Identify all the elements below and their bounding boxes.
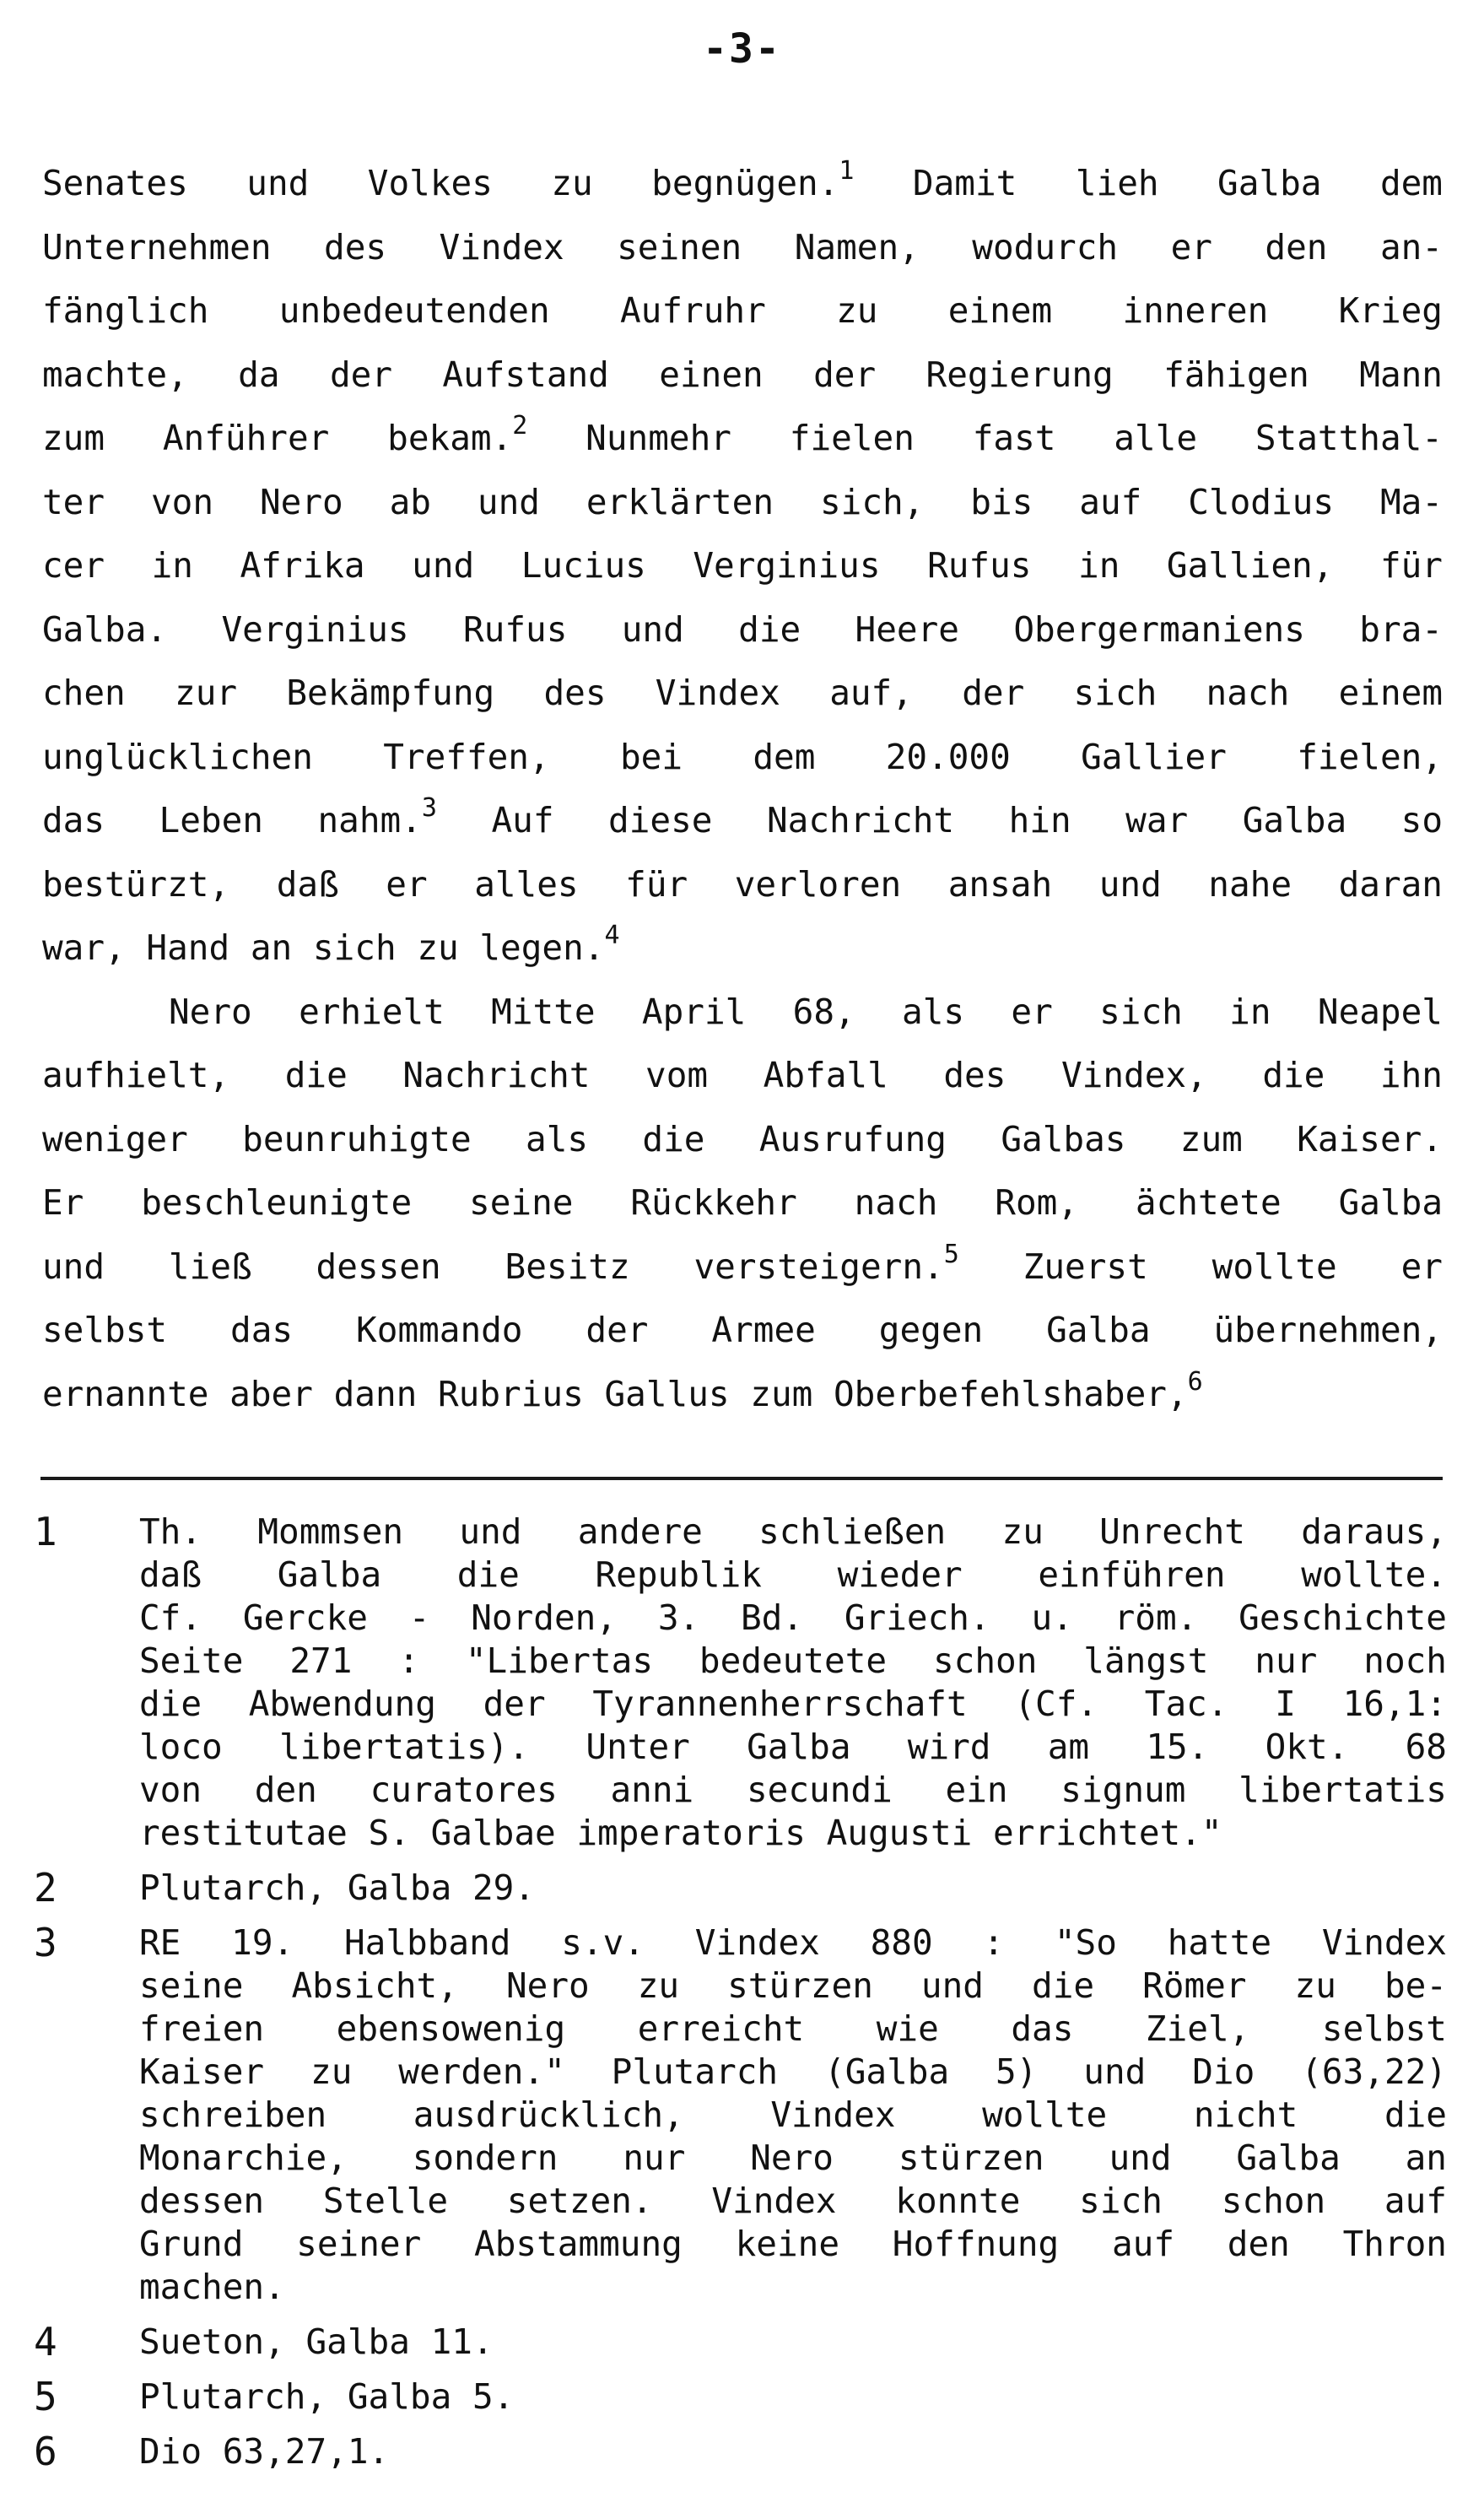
footnote xyxy=(34,1921,1447,2309)
footnote-line: Grund seiner Abstammung keine Hoffnung auf den Thron xyxy=(139,2224,1447,2264)
footnote-divider xyxy=(40,1477,1443,1480)
footnote-line: Dio 63,27,1. xyxy=(139,2431,390,2472)
footnote-line: Kaiser zu werden." Plutarch (Galba 5) und Dio (63,22) xyxy=(139,2051,1447,2092)
text-line xyxy=(42,598,1443,662)
footnote-line: loco libertatis). Unter Galba wird am 15. Okt. 68 xyxy=(139,1727,1447,1767)
footnote-line: dessen Stelle setzen. Vindex konnte sich schon auf xyxy=(139,2181,1447,2221)
line-text: selbst das Kommando der Armee gegen Galba übernehmen, xyxy=(42,1310,1443,1350)
line-text: cer in Afrika und Lucius Verginius Rufus in Gallien, für xyxy=(42,545,1443,586)
footnote-number: 6 xyxy=(34,2429,57,2474)
footnote-line: Th. Mommsen und andere schließen zu Unrecht daraus, xyxy=(139,1511,1447,1552)
main-text xyxy=(42,152,1443,1426)
footnote xyxy=(34,1867,1447,1910)
line-text: Unternehmen des Vindex seinen Namen, wodurch er den an- xyxy=(42,226,1443,268)
footnote-marker: 6 xyxy=(1187,1366,1203,1397)
line-text: Nero erhielt Mitte April 68, als er sich in Neapel xyxy=(169,991,1443,1032)
footnote-number: 3 xyxy=(34,1920,57,1965)
footnote-number: 1 xyxy=(34,1509,57,1554)
footnote-line: seine Absicht, Nero zu stürzen und die Römer zu be- xyxy=(139,1965,1447,2006)
footnote-text xyxy=(139,2375,1447,2419)
text-line xyxy=(42,279,1443,343)
line-text: chen zur Bekämpfung des Vindex auf, der sich nach einem xyxy=(42,673,1443,713)
footnote-number: 5 xyxy=(34,2374,57,2419)
line-text-continued: Nunmehr fielen fast alle Statthal- xyxy=(527,418,1443,458)
text-line xyxy=(42,662,1443,726)
footnote-line: machen. xyxy=(139,2267,285,2307)
line-text-continued: Zuerst wollte er xyxy=(958,1246,1443,1287)
line-text-continued: Auf diese Nachricht hin war Galba so xyxy=(436,800,1444,840)
footnote-line: restitutae S. Galbae imperatoris Augusti errichtet." xyxy=(139,1813,1222,1853)
text-line xyxy=(42,1171,1443,1235)
footnote-number: 4 xyxy=(34,2319,57,2365)
text-line xyxy=(42,789,1443,853)
footnote-line: schreiben ausdrücklich, Vindex wollte nicht die xyxy=(139,2094,1447,2135)
footnote-line: RE 19. Halbband s.v. Vindex 880 : "So hatte Vindex xyxy=(139,1922,1447,1963)
line-text: das Leben nahm. xyxy=(42,800,422,840)
line-text: aufhielt, die Nachricht vom Abfall des Vindex, die ihn xyxy=(42,1055,1443,1095)
text-line xyxy=(42,471,1443,535)
line-text: bestürzt, daß er alles für verloren ansah und nahe daran xyxy=(42,863,1443,905)
footnote-line: von den curatores anni secundi ein signum libertatis xyxy=(139,1770,1447,1810)
text-line xyxy=(42,1363,1443,1427)
footnote xyxy=(34,2375,1447,2419)
line-text: weniger beunruhigte als die Ausrufung Galbas zum Kaiser. xyxy=(42,1118,1443,1159)
text-line xyxy=(42,1044,1443,1108)
footnote-marker: 4 xyxy=(604,921,620,951)
footnote xyxy=(34,1511,1447,1855)
text-line xyxy=(42,152,1443,216)
text-line xyxy=(42,1108,1443,1172)
footnote-line: die Abwendung der Tyrannenherrschaft (Cf. Tac. I 16,1: xyxy=(139,1684,1447,1724)
footnote-marker: 5 xyxy=(943,1239,959,1269)
line-text: fänglich unbedeutenden Aufruhr zu einem inneren Krieg xyxy=(42,290,1443,331)
footnote-text xyxy=(139,2321,1447,2364)
text-line xyxy=(42,534,1443,598)
footnote-line: daß Galba die Republik wieder einführen wollte. xyxy=(139,1554,1447,1595)
footnote xyxy=(34,2430,1447,2473)
footnote-line: Plutarch, Galba 5. xyxy=(139,2376,515,2417)
line-text: ter von Nero ab und erklärten sich, bis auf Clodius Ma- xyxy=(42,481,1443,522)
page-number: -3- xyxy=(703,25,781,73)
text-line xyxy=(42,916,1443,981)
line-text: und ließ dessen Besitz versteigern. xyxy=(42,1246,944,1287)
text-line xyxy=(42,1235,1443,1300)
footnote-line: Sueton, Galba 11. xyxy=(139,2321,494,2362)
footnote-line: Plutarch, Galba 29. xyxy=(139,1867,535,1908)
text-line xyxy=(42,407,1443,471)
footnote-text xyxy=(139,1921,1447,2309)
text-line xyxy=(42,853,1443,917)
footnote-number: 2 xyxy=(34,1865,57,1911)
footnote-line: Monarchie, sondern nur Nero stürzen und Galba an xyxy=(139,2138,1447,2178)
line-text: Senates und Volkes zu begnügen. xyxy=(42,163,839,203)
line-text-continued: Damit lieh Galba dem xyxy=(854,163,1443,203)
footnote-text xyxy=(139,1867,1447,1910)
footnotes xyxy=(34,1511,1447,2473)
line-text: unglücklichen Treffen, bei dem 20.000 Gallier fielen, xyxy=(42,736,1443,777)
footnote-line: Cf. Gercke - Norden, 3. Bd. Griech. u. röm. Geschichte xyxy=(139,1597,1447,1638)
footnote-text xyxy=(139,1511,1447,1855)
text-line xyxy=(42,1299,1443,1363)
line-text: ernannte aber dann Rubrius Gallus zum Oberbefehlshaber, xyxy=(42,1373,1188,1414)
text-line xyxy=(42,343,1443,408)
footnote-marker: 2 xyxy=(512,411,528,441)
footnote-text xyxy=(139,2430,1447,2473)
text-line xyxy=(42,981,1443,1045)
text-line xyxy=(42,216,1443,280)
line-text: Galba. Verginius Rufus und die Heere Obergermaniens bra- xyxy=(42,608,1443,650)
footnote xyxy=(34,2321,1447,2364)
line-text: zum Anführer bekam. xyxy=(42,418,513,458)
footnote-line: freien ebensowenig erreicht wie das Ziel, selbst xyxy=(139,2008,1447,2049)
footnote-line: Seite 271 : "Libertas bedeutete schon längst nur noch xyxy=(139,1640,1447,1681)
text-line xyxy=(42,726,1443,790)
line-text: machte, da der Aufstand einen der Regierung fähigen Mann xyxy=(42,354,1443,395)
line-text: Er beschleunigte seine Rückkehr nach Rom, ächtete Galba xyxy=(42,1182,1443,1223)
footnote-marker: 3 xyxy=(421,793,437,824)
footnote-marker: 1 xyxy=(839,156,855,186)
line-text: war, Hand an sich zu legen. xyxy=(42,927,605,968)
